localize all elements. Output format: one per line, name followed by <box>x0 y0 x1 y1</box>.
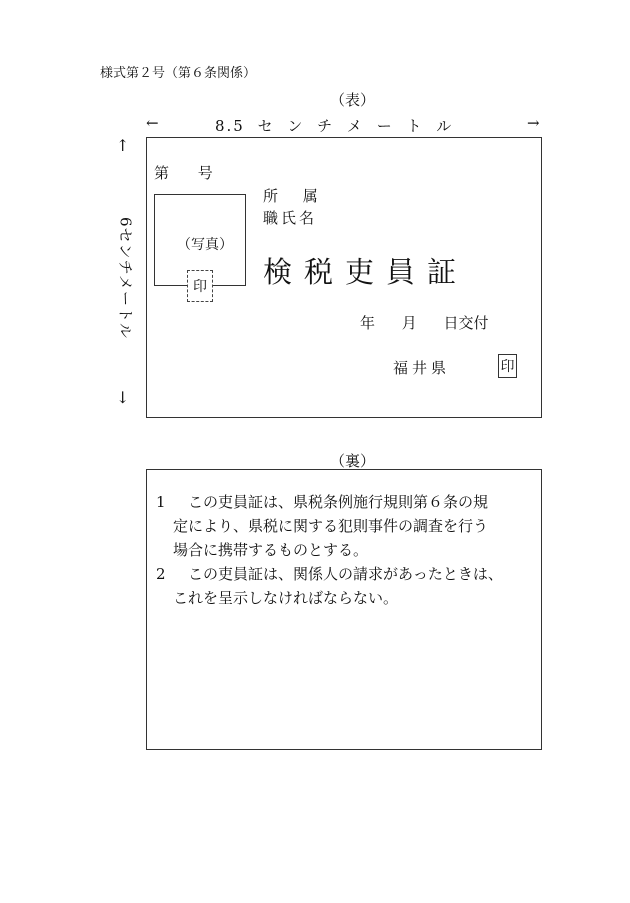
item-number: 1 <box>156 493 166 511</box>
issuer-seal-box: 印 <box>498 354 517 378</box>
item-line: この吏員証は、県税条例施行規則第６条の規 <box>188 493 489 511</box>
back-item-2 <box>156 562 532 610</box>
card-title: 検税吏員証 <box>263 255 469 289</box>
front-side-label: （表） <box>330 91 376 109</box>
photo-seal-box: 印 <box>187 270 213 302</box>
department-label: 所 属 <box>263 187 318 205</box>
width-dimension-label: 8.5 セ ン チ メ ー ト ル <box>215 117 454 135</box>
arrow-left-icon: ← <box>146 114 159 132</box>
back-text-block <box>156 490 532 610</box>
photo-label: （写真） <box>177 237 233 253</box>
title-name-label: 職氏名 <box>263 209 318 227</box>
back-side-label: （裏） <box>330 452 376 470</box>
item-line: 場合に携帯するものとする。 <box>173 541 369 559</box>
issuer-label: 福井県 <box>393 359 451 377</box>
item-line: 定により、県税に関する犯則事件の調査を行う <box>173 517 489 535</box>
item-line: これを呈示しなければならない。 <box>173 589 399 607</box>
back-item-1 <box>156 490 532 562</box>
height-dimension-label: 6センチメートル <box>116 217 135 339</box>
form-label: 様式第２号（第６条関係） <box>100 66 257 81</box>
arrow-right-icon: → <box>527 114 540 132</box>
issue-date-label: 年 月 日交付 <box>360 314 489 332</box>
arrow-down-icon: ↓ <box>116 388 130 407</box>
arrow-up-icon: ↑ <box>116 136 130 155</box>
item-number: 2 <box>156 565 166 583</box>
item-line: この吏員証は、関係人の請求があったときは、 <box>188 565 503 583</box>
card-number-label: 第 号 <box>154 164 213 182</box>
